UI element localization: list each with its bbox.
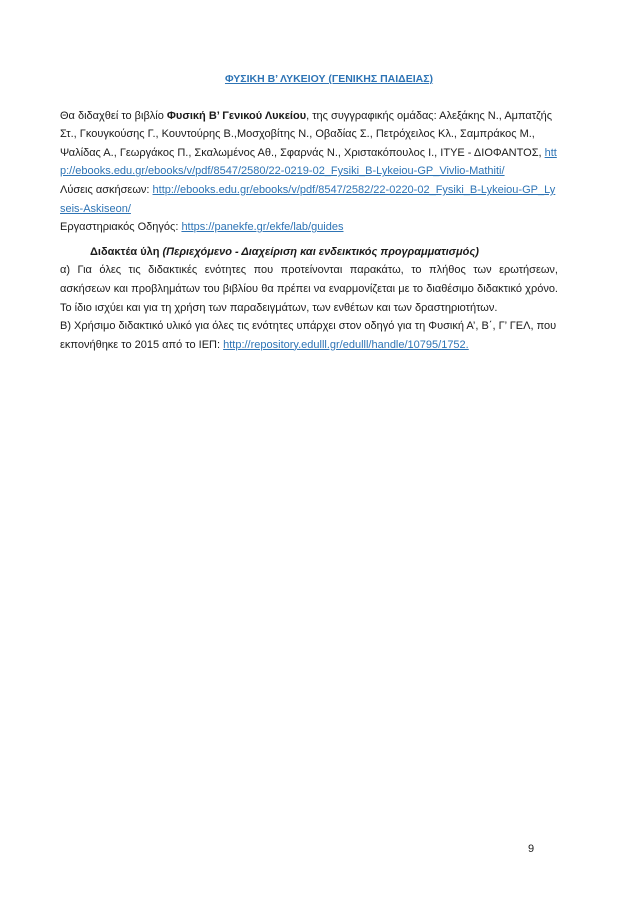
book-link[interactable]: http://ebooks.edu.gr/ebooks/v/pdf/8547/2580/22-0219-02_Fysiki_B-Lykeiou-GP_Vivlio-Mathiti/ — [60, 146, 557, 178]
point-b-paragraph — [60, 317, 558, 354]
book-title: Φυσική Β’ Γενικού Λυκείου — [166, 109, 307, 122]
section-heading-italic: (Περιεχόμενο - Διαχείριση και ενδεικτικός προγραμματισμός) — [162, 245, 479, 258]
authors-text: , της συγγραφικής ομάδας: Αλεξάκης Ν., Αμπατζής Στ., Γκουγκούσης Γ., Κουντούρης Β.,Μοσχοβίτης Ν., Οβαδίας Σ., Πετρόχειλος Κλ., Σαμπράκος Μ., Ψαλίδας Α., Γεωργάκος Π., Σκαλωμένος Αθ., Σφαρνάς Ν., Χριστακόπουλος Ι., ΙΤΥΕ - ΔΙΟΦΑΝΤΟΣ, — [60, 109, 553, 159]
lab-guide-line — [60, 218, 558, 237]
point-b-text: Β) Χρήσιμο διδακτικό υλικό για όλες τις ενότητες υπάρχει στον οδηγό για τη Φυσική Α’, Β΄, Γ’ ΓΕΛ, που εκπονήθηκε το 2015 από το ΙΕΠ: — [60, 320, 557, 351]
point-a-paragraph: α) Για όλες τις διδακτικές ενότητες που προτείνονται παρακάτω, το πλήθος των ερωτήσεων, ασκήσεων και προβλημάτων του βιβλίου θα πρέπει να εναρμονίζεται με το διαθέσιμο διδακτικό χρόνο. Το ίδιο ισχύει και για τη χρήση των παραδειγμάτων, των ενθέτων και των δραστηριοτήτων. — [60, 264, 558, 314]
section-heading-text: Διδακτέα ύλη — [90, 245, 163, 258]
solutions-label: Λύσεις ασκήσεων: — [60, 183, 153, 196]
intro-prefix: Θα διδαχθεί το βιβλίο — [60, 109, 167, 122]
lab-guide-link[interactable]: https://panekfe.gr/ekfe/lab/guides — [181, 221, 344, 234]
solutions-line — [60, 181, 558, 218]
page-number: 9 — [528, 843, 535, 855]
repository-link[interactable]: http://repository.edulll.gr/edulll/handle/10795/1752. — [223, 338, 469, 351]
intro-paragraph — [60, 107, 558, 181]
page-content — [60, 70, 558, 354]
lab-guide-label: Εργαστηριακός Οδηγός: — [60, 221, 182, 234]
document-title: ΦΥΣΙΚΗ Β’ ΛΥΚΕΙΟΥ (ΓΕΝΙΚΗΣ ΠΑΙΔΕΙΑΣ) — [224, 73, 434, 85]
solutions-link[interactable]: http://ebooks.edu.gr/ebooks/v/pdf/8547/2582/22-0220-02_Fysiki_B-Lykeiou-GP_Lyseis-Askiseon/ — [60, 183, 556, 215]
section-heading — [90, 243, 558, 262]
